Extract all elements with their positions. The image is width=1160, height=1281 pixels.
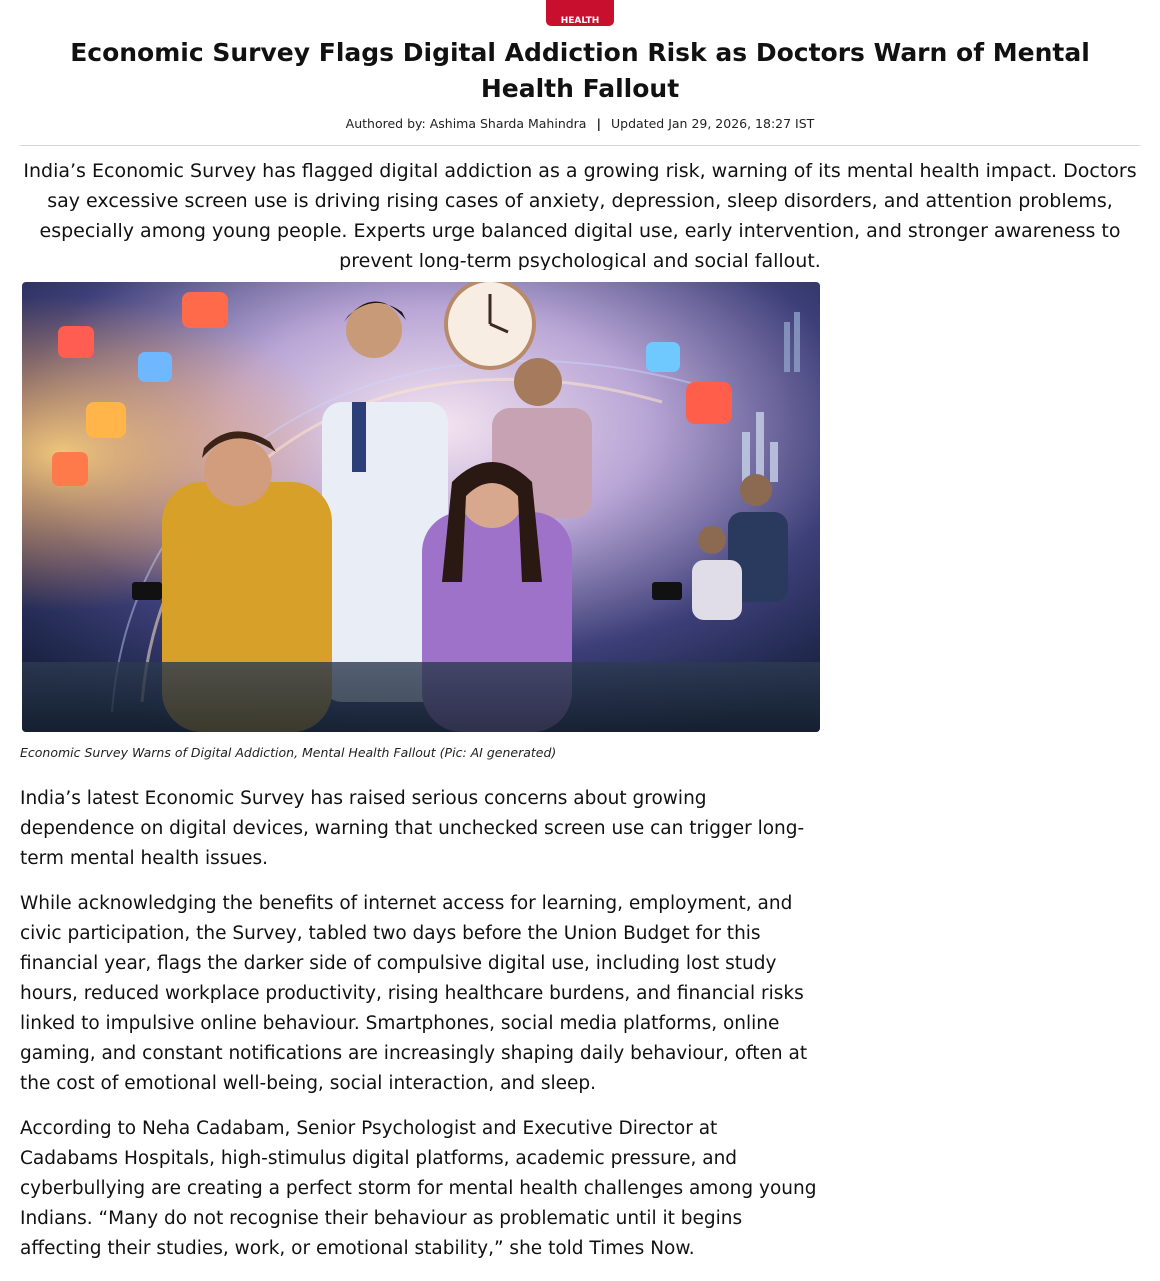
header-divider bbox=[20, 145, 1140, 146]
byline bbox=[20, 114, 1140, 134]
byline-separator: | bbox=[596, 116, 602, 131]
summary-container bbox=[20, 156, 1140, 270]
category-tag[interactable]: HEALTH bbox=[546, 0, 614, 26]
hero-image[interactable] bbox=[22, 282, 820, 732]
updated-timestamp: Updated Jan 29, 2026, 18:27 IST bbox=[611, 116, 815, 131]
author-name[interactable]: Ashima Sharda Mahindra bbox=[429, 116, 587, 131]
article-body bbox=[20, 784, 820, 1279]
body-paragraph: India’s latest Economic Survey has raised serious concerns about growing dependence on digital devices, warning that unchecked screen use can trigger long-term mental health issues. bbox=[20, 788, 805, 869]
image-caption: Economic Survey Warns of Digital Addiction, Mental Health Fallout (Pic: AI generated) bbox=[20, 745, 557, 760]
body-paragraph: While acknowledging the benefits of internet access for learning, employment, and civic participation, the Survey, tabled two days before the Union Budget for this financial year, flags the darker side of compulsive digital use, including lost study hours, reduced workplace productivity, rising healthcare burdens, and financial risks linked to impulsive online behaviour. Smartphones, social media platforms, online gaming, and constant notifications are increasingly shaping daily behaviour, often at the cost of emotional well-being, social interaction, and sleep. bbox=[20, 893, 808, 1094]
article-summary: India’s Economic Survey has flagged digital addiction as a growing risk, warning of its mental health impact. Doctors say excessive screen use is driving rising cases of anxiety, depression, sleep disorders, and attention problems, especially among young people. Experts urge balanced digital use, early intervention, and stronger awareness to prevent long-term psychological and social fallout. bbox=[23, 160, 1137, 270]
author-prefix: Authored by: bbox=[345, 116, 426, 131]
body-paragraph: According to Neha Cadabam, Senior Psychologist and Executive Director at Cadabams Hospitals, high-stimulus digital platforms, academic pressure, and cyberbullying are creating a perfect storm for mental health challenges among young Indians. “Many do not recognise their behaviour as problematic until it begins affecting their studies, work, or emotional stability,” she told Times Now. bbox=[20, 1118, 817, 1259]
article-headline: Economic Survey Flags Digital Addiction Risk as Doctors Warn of Mental Health Fallout bbox=[70, 38, 1090, 103]
